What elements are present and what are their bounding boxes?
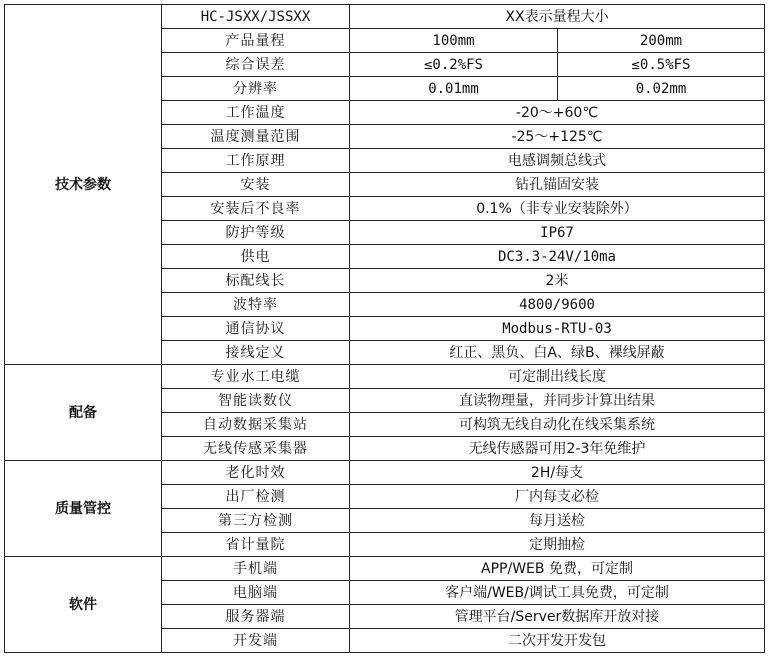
param-value: -25～+125℃	[350, 125, 765, 149]
param-value: 100mm	[350, 29, 558, 53]
param-label: 专业水工电缆	[162, 365, 350, 389]
table-row	[5, 365, 765, 389]
param-label: 老化时效	[162, 461, 350, 485]
param-label: 智能读数仪	[162, 389, 350, 413]
param-value: 4800/9600	[350, 293, 765, 317]
param-label: 安装	[162, 173, 350, 197]
param-label: 防护等级	[162, 221, 350, 245]
param-value: 每月送检	[350, 509, 765, 533]
param-value: ≤0.5%FS	[558, 53, 765, 77]
param-label: 自动数据采集站	[162, 413, 350, 437]
spec-table	[4, 4, 765, 653]
param-label: 服务器端	[162, 605, 350, 629]
param-value: ≤0.2%FS	[350, 53, 558, 77]
param-label: 开发端	[162, 629, 350, 653]
param-value: 客户端/WEB/调试工具免费，可定制	[350, 581, 765, 605]
section-accessories: 配备	[5, 365, 162, 461]
param-label: 波特率	[162, 293, 350, 317]
table-row	[5, 461, 765, 485]
param-value: 直读物理量，并同步计算出结果	[350, 389, 765, 413]
param-label: 第三方检测	[162, 509, 350, 533]
param-label: 分辨率	[162, 77, 350, 101]
param-label: 工作温度	[162, 101, 350, 125]
model-cell: HC-JSXX/JSSXX	[162, 5, 350, 29]
param-label: 省计量院	[162, 533, 350, 557]
param-value: APP/WEB 免费，可定制	[350, 557, 765, 581]
param-label: 温度测量范围	[162, 125, 350, 149]
param-label: 安装后不良率	[162, 197, 350, 221]
param-value: 无线传感器可用2-3年免维护	[350, 437, 765, 461]
param-value: IP67	[350, 221, 765, 245]
param-label: 无线传感采集器	[162, 437, 350, 461]
section-software: 软件	[5, 557, 162, 653]
param-value: 定期抽检	[350, 533, 765, 557]
param-value: 0.02mm	[558, 77, 765, 101]
param-value: 0.1%（非专业安装除外）	[350, 197, 765, 221]
param-value: 可构筑无线自动化在线采集系统	[350, 413, 765, 437]
param-value: 可定制出线长度	[350, 365, 765, 389]
param-value: Modbus-RTU-03	[350, 317, 765, 341]
param-value: -20～+60℃	[350, 101, 765, 125]
param-value: 2米	[350, 269, 765, 293]
param-label: 电脑端	[162, 581, 350, 605]
param-value: 厂内每支必检	[350, 485, 765, 509]
param-label: 供电	[162, 245, 350, 269]
param-value: 钻孔锚固安装	[350, 173, 765, 197]
param-label: 手机端	[162, 557, 350, 581]
param-value: 二次开发开发包	[350, 629, 765, 653]
param-label: 综合误差	[162, 53, 350, 77]
param-value: 管理平台/Server数据库开放对接	[350, 605, 765, 629]
range-note-cell: XX表示量程大小	[350, 5, 765, 29]
section-quality: 质量管控	[5, 461, 162, 557]
param-value: 2H/每支	[350, 461, 765, 485]
param-label: 产品量程	[162, 29, 350, 53]
param-value: 电感调频总线式	[350, 149, 765, 173]
section-tech: 技术参数	[5, 5, 162, 365]
param-label: 接线定义	[162, 341, 350, 365]
table-row	[5, 557, 765, 581]
param-label: 标配线长	[162, 269, 350, 293]
param-value: 200mm	[558, 29, 765, 53]
param-value: 0.01mm	[350, 77, 558, 101]
param-value: DC3.3-24V/10ma	[350, 245, 765, 269]
param-value: 红正、黑负、白A、绿B、裸线屏蔽	[350, 341, 765, 365]
param-label: 工作原理	[162, 149, 350, 173]
table-row	[5, 5, 765, 29]
param-label: 通信协议	[162, 317, 350, 341]
param-label: 出厂检测	[162, 485, 350, 509]
